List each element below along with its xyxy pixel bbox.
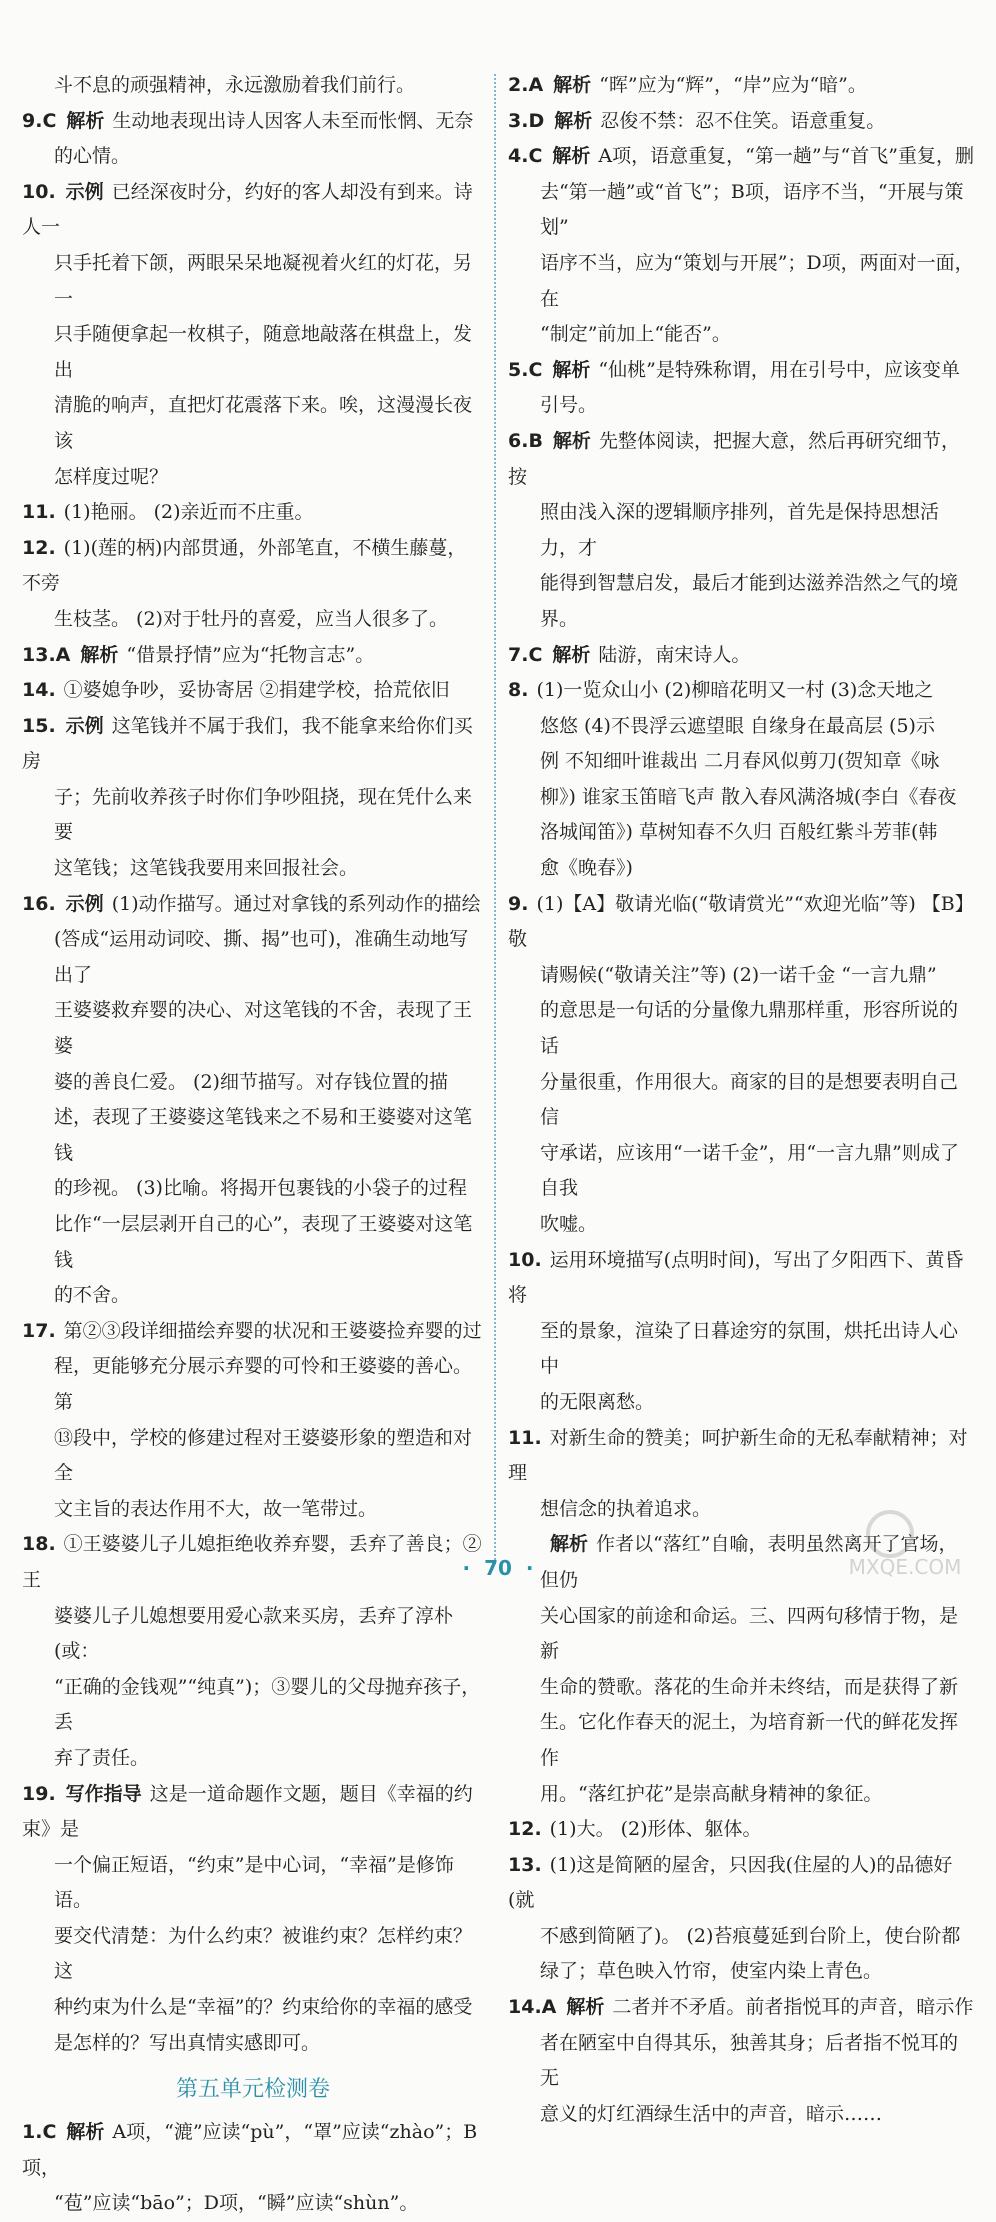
question-number: 6.B — [508, 429, 543, 452]
answer-text: 第②③段详细描绘弃婴的状况和王婆婆捡弃婴的过 — [63, 1319, 482, 1342]
answer-item — [22, 175, 484, 495]
answer-text: “晖”应为“辉”，“岸”应为“暗”。 — [599, 74, 867, 96]
answer-tag: 示例 — [65, 714, 104, 737]
answer-text: (1)【A】敬请光临(“敬请赏光”“欢迎光临”等) 【B】敬 — [508, 892, 974, 951]
answer-text: ①王婆婆儿子儿媳拒绝收养弃婴，丢弃了善良；②王 — [22, 1533, 482, 1591]
answer-item — [22, 673, 484, 709]
answer-tag: 解析 — [552, 643, 591, 666]
question-number: 2.A — [508, 74, 544, 96]
answer-text: 婆的善良仁爱。 (2)细节描写。对存钱位置的描 — [54, 1070, 448, 1093]
answer-text: “正确的金钱观”“纯真”)；③婴儿的父母抛弃孩子，丢 — [54, 1675, 481, 1734]
answer-text: 的不舍。 — [54, 1284, 131, 1307]
answer-text: 吹嘘。 — [540, 1213, 598, 1235]
answer-item — [22, 1314, 484, 1528]
answer-text: “仙桃”是特殊称谓，用在引号中，应该变单 — [598, 358, 960, 381]
question-number: 14. — [22, 679, 56, 702]
question-number: 12. — [508, 1818, 542, 1841]
column-divider — [494, 74, 496, 1564]
left-column — [22, 68, 484, 2222]
answer-tag: 解析 — [550, 1533, 589, 1556]
question-number: 8. — [508, 679, 529, 702]
answer-item — [22, 495, 484, 531]
answer-item — [508, 1848, 974, 1990]
answer-text: “制定”前加上“能否”。 — [540, 323, 731, 346]
answer-tag: 解析 — [552, 429, 591, 452]
answer-item — [508, 424, 974, 638]
answer-tag: 解析 — [554, 109, 593, 132]
answer-first-line — [22, 531, 484, 602]
answer-text: 悠悠 (4)不畏浮云遮望眼 自缘身在最高层 (5)示 — [540, 714, 935, 737]
answer-text: 者在陋室中自得其乐，独善其身；后者指不悦耳的无 — [540, 2031, 959, 2090]
answer-item — [22, 68, 484, 104]
answer-text: 照由浅入深的逻辑顺序排列，首先是保持思想活力，才 — [540, 501, 940, 559]
answer-text: 的珍视。 (3)比喻。将揭开包裹钱的小袋子的过程 — [54, 1177, 467, 1200]
answer-first-line — [508, 1812, 974, 1848]
answer-text: 想信念的执着追求。 — [540, 1497, 712, 1520]
answer-text: 清脆的响声，直把灯花震落下来。唉，这漫漫长夜该 — [54, 394, 473, 452]
answer-tag: 写作指导 — [65, 1782, 142, 1805]
question-number: 1.C — [22, 2121, 57, 2144]
answer-text: (1)这是简陋的屋舍，只因我(住屋的人)的品德好(就 — [508, 1853, 953, 1912]
answer-text: 弃了责任。 — [54, 1746, 150, 1769]
question-number: 10. — [508, 1248, 542, 1271]
answer-text: 绿了；草色映入竹帘，使室内染上青色。 — [540, 1960, 883, 1983]
answer-text: (1)动作描写。通过对拿钱的系列动作的描绘 — [111, 892, 481, 915]
answer-text: (1)大。 (2)形体、躯体。 — [549, 1818, 762, 1841]
answer-text: 语序不当，应为“策划与开展”；D项，两面对一面，在 — [540, 251, 974, 310]
question-number: 13. — [508, 1853, 542, 1876]
answer-text: 作者以“落红”自喻，表明虽然离开了官场，但仍 — [540, 1533, 958, 1591]
answer-text: 陆游，南宋诗人。 — [598, 643, 751, 666]
answer-tag: 解析 — [552, 358, 591, 381]
answer-first-line — [508, 1243, 974, 1314]
answer-first-line — [22, 1314, 484, 1350]
answer-first-line — [508, 353, 974, 389]
answer-item — [508, 1990, 974, 2132]
answer-first-line — [508, 1421, 974, 1492]
answer-item — [508, 673, 974, 887]
answer-text: 不感到简陋了)。 (2)苔痕蔓延到台阶上，使台阶都 — [540, 1924, 961, 1947]
answer-first-line — [22, 638, 484, 674]
answer-item — [22, 104, 484, 175]
answer-text: 生。它化作春天的泥土，为培育新一代的鲜花发挥作 — [540, 1711, 959, 1769]
answer-text: (1)艳丽。 (2)亲近而不庄重。 — [63, 501, 314, 524]
answer-first-line — [508, 1990, 974, 2026]
answer-tag: 解析 — [66, 109, 105, 132]
answer-text: (1)一览众山小 (2)柳暗花明又一村 (3)念天地之 — [536, 679, 934, 702]
answer-item — [22, 531, 484, 638]
answer-tag: 解析 — [552, 145, 591, 168]
answer-text: 二者并不矛盾。前者指悦耳的声音，暗示作 — [612, 1996, 974, 2019]
answer-text: 已经深夜时分，约好的客人却没有到来。诗人一 — [22, 180, 473, 239]
answer-tag: 示例 — [65, 180, 104, 203]
answer-first-line — [508, 424, 974, 495]
answer-text: 至的景象，渲染了日暮途穷的氛围，烘托出诗人心中 — [540, 1319, 959, 1378]
answer-text: A项，语意重复，“第一趟”与“首飞”重复，删 — [598, 145, 974, 168]
answer-text: 要交代清楚：为什么约束？被谁约束？怎样约束？这 — [54, 1924, 473, 1983]
answer-text: 柳》) 谁家玉笛暗飞声 散入春风满洛城(李白《春夜 — [540, 785, 957, 808]
answer-tag: 解析 — [553, 74, 592, 96]
question-number: 12. — [22, 536, 56, 559]
answer-text: 意义的灯红酒绿生活中的声音，暗示…… — [540, 2102, 883, 2125]
answer-first-line — [508, 139, 974, 175]
answer-text: 对新生命的赞美；呵护新生命的无私奉献精神；对理 — [508, 1426, 968, 1485]
answer-text: 比作“一层层剥开自己的心”，表现了王婆婆对这笔钱 — [54, 1213, 473, 1271]
question-number: 7.C — [508, 643, 543, 666]
answer-text: 这是一道命题作文题，题目《幸福的约束》是 — [22, 1782, 473, 1841]
answer-text: “苞”应读“bāo”；D项，“瞬”应读“shùn”。 — [54, 2192, 419, 2215]
answer-text: (答成“运用动词咬、撕、揭”也可)，准确生动地写出了 — [54, 928, 469, 986]
question-number: 14.A — [508, 1996, 557, 2019]
question-number: 19. — [22, 1782, 56, 1805]
answer-tag: 解析 — [66, 2121, 105, 2144]
answer-first-line — [22, 1777, 484, 1848]
answer-item — [508, 887, 974, 1243]
answer-text: “借景抒情”应为“托物言志”。 — [126, 643, 375, 666]
question-number: 9. — [508, 892, 529, 915]
question-number: 11. — [508, 1426, 542, 1449]
answer-text: 先整体阅读，把握大意，然后再研究细节，按 — [508, 429, 960, 488]
answer-first-line — [508, 887, 974, 958]
answer-first-line — [22, 175, 484, 246]
answer-first-line — [22, 495, 484, 531]
section-title: 第五单元检测卷 — [175, 2077, 330, 2103]
question-number: 18. — [22, 1533, 56, 1556]
answer-text: 生动地表现出诗人因客人未至而怅惘、无奈 — [112, 109, 474, 132]
answer-text: 洛城闻笛》) 草树知春不久归 百般红紫斗芳菲(韩 — [540, 821, 938, 844]
answer-text: 生枝茎。 (2)对于牡丹的喜爱，应当人很多了。 — [54, 607, 448, 630]
answer-item — [508, 1812, 974, 1848]
answer-text: 婆婆儿子儿媳想要用爱心款来买房，丢弃了淳朴(或： — [54, 1604, 454, 1663]
answer-text: 述，表现了王婆婆这笔钱来之不易和王婆婆对这笔钱 — [54, 1106, 473, 1164]
question-number: 4.C — [508, 145, 543, 168]
answer-text: 只手随便拿起一枚棋子，随意地敲落在棋盘上，发出 — [54, 323, 473, 381]
page-number: · 70 · — [462, 1556, 534, 1580]
answer-text: 愈《晚春》) — [540, 857, 633, 880]
answer-item — [22, 709, 484, 887]
answer-text: 生命的赞歌。落花的生命并未终结，而是获得了新 — [540, 1675, 959, 1698]
answer-text: 这笔钱并不属于我们，我不能拿来给你们买房 — [22, 714, 473, 773]
answer-text: ⑬段中，学校的修建过程对王婆婆形象的塑造和对全 — [54, 1426, 473, 1485]
answer-tag: 示例 — [65, 892, 104, 915]
answer-text: 关心国家的前途和命运。三、四两句移情于物，是新 — [540, 1604, 959, 1663]
answer-tag: 解析 — [566, 1996, 605, 2019]
answer-item — [508, 139, 974, 353]
answer-text: 的心情。 — [54, 145, 131, 168]
answer-text: 能得到智慧启发，最后才能到达滋养浩然之气的境界。 — [540, 572, 959, 630]
answer-text: 怎样度过呢？ — [54, 465, 169, 488]
answer-text: ①婆媳争吵，妥协寄居 ②捐建学校，拾荒依旧 — [63, 679, 450, 702]
answer-text: 斗不息的顽强精神，永远激励着我们前行。 — [54, 74, 416, 96]
answer-text: 这笔钱；这笔钱我要用来回报社会。 — [54, 857, 359, 880]
answer-first-line — [22, 104, 484, 140]
answer-first-line — [22, 68, 484, 104]
answer-text: 的意思是一句话的分量像九鼎那样重，形容所说的话 — [540, 999, 959, 1058]
answer-text: 子；先前收养孩子时你们争吵阻挠，现在凭什么来要 — [54, 785, 473, 844]
answer-item — [22, 2115, 484, 2222]
answer-text: 王婆婆救弃婴的决心、对这笔钱的不舍，表现了王婆 — [54, 999, 473, 1058]
watermark-logo — [830, 1504, 980, 1580]
answer-first-line — [22, 709, 484, 780]
answer-item — [22, 887, 484, 1314]
answer-text: 忍俊不禁：忍不住笑。语意重复。 — [600, 109, 886, 132]
answer-first-line — [22, 887, 484, 923]
answer-text: 守承诺，应该用“一诺千金”，用“一言九鼎”则成了自我 — [540, 1141, 959, 1200]
answer-first-line — [508, 1848, 974, 1919]
answer-text: 引号。 — [540, 394, 598, 417]
question-number: 17. — [22, 1319, 56, 1342]
answer-item — [508, 353, 974, 424]
answer-first-line — [508, 638, 974, 674]
answer-item — [22, 638, 484, 674]
answer-text: 只手托着下颌，两眼呆呆地凝视着火红的灯花，另一 — [54, 251, 473, 310]
answer-item — [508, 104, 974, 140]
answer-text: 文主旨的表达作用不大，故一笔带过。 — [54, 1497, 378, 1520]
answer-text: A项，“漉”应读“pù”，“罩”应读“zhào”；B项， — [22, 2121, 478, 2179]
answer-text: 一个偏正短语，“约束”是中心词，“幸福”是修饰语。 — [54, 1853, 454, 1912]
answer-item — [22, 1777, 484, 2062]
answer-text: (1)(莲的柄)内部贯通，外部笔直，不横生藤蔓，不旁 — [22, 536, 467, 595]
answer-text: 种约束为什么是“幸福”的？约束给你的幸福的感受 — [54, 1996, 473, 2019]
question-number: 13.A — [22, 643, 71, 666]
question-number: 15. — [22, 714, 56, 737]
answer-first-line — [508, 673, 974, 709]
answer-text: 例 不知细叶谁裁出 二月春风似剪刀(贺知章《咏 — [540, 750, 940, 773]
page-number-value: 70 — [484, 1556, 512, 1580]
question-number: 10. — [22, 180, 56, 203]
right-column — [508, 68, 974, 2132]
question-number: 16. — [22, 892, 56, 915]
answer-text: 是怎样的？写出真情实感即可。 — [54, 2031, 321, 2054]
answer-text: 程，更能够充分展示弃婴的可怜和王婆婆的善心。第 — [54, 1355, 473, 1413]
question-number: 11. — [22, 501, 56, 524]
answer-text: 的无限离愁。 — [540, 1390, 655, 1413]
answer-text: 请赐候(“敬请关注”等) (2)一诺千金 “一言九鼎” — [540, 963, 937, 986]
watermark-text: MXQE.COM — [848, 1555, 962, 1579]
answer-text: 运用环境描写(点明时间)，写出了夕阳西下、黄昏将 — [508, 1248, 964, 1307]
question-number: 9.C — [22, 109, 57, 132]
answer-first-line — [508, 68, 974, 104]
answer-text: 分量很重，作用很大。商家的目的是想要表明自己信 — [540, 1070, 959, 1129]
answer-text: 用。“落红护花”是崇高献身精神的象征。 — [540, 1782, 883, 1805]
answer-item — [508, 68, 974, 104]
answer-item — [508, 1243, 974, 1421]
answer-item — [508, 638, 974, 674]
answer-first-line — [508, 104, 974, 140]
question-number: 5.C — [508, 358, 543, 381]
answer-text: 去“第一趟”或“首飞”；B项，语序不当，“开展与策划” — [540, 180, 964, 239]
answer-first-line — [22, 2115, 484, 2186]
answer-tag: 解析 — [80, 643, 119, 666]
answer-first-line — [22, 673, 484, 709]
question-number: 3.D — [508, 109, 545, 132]
